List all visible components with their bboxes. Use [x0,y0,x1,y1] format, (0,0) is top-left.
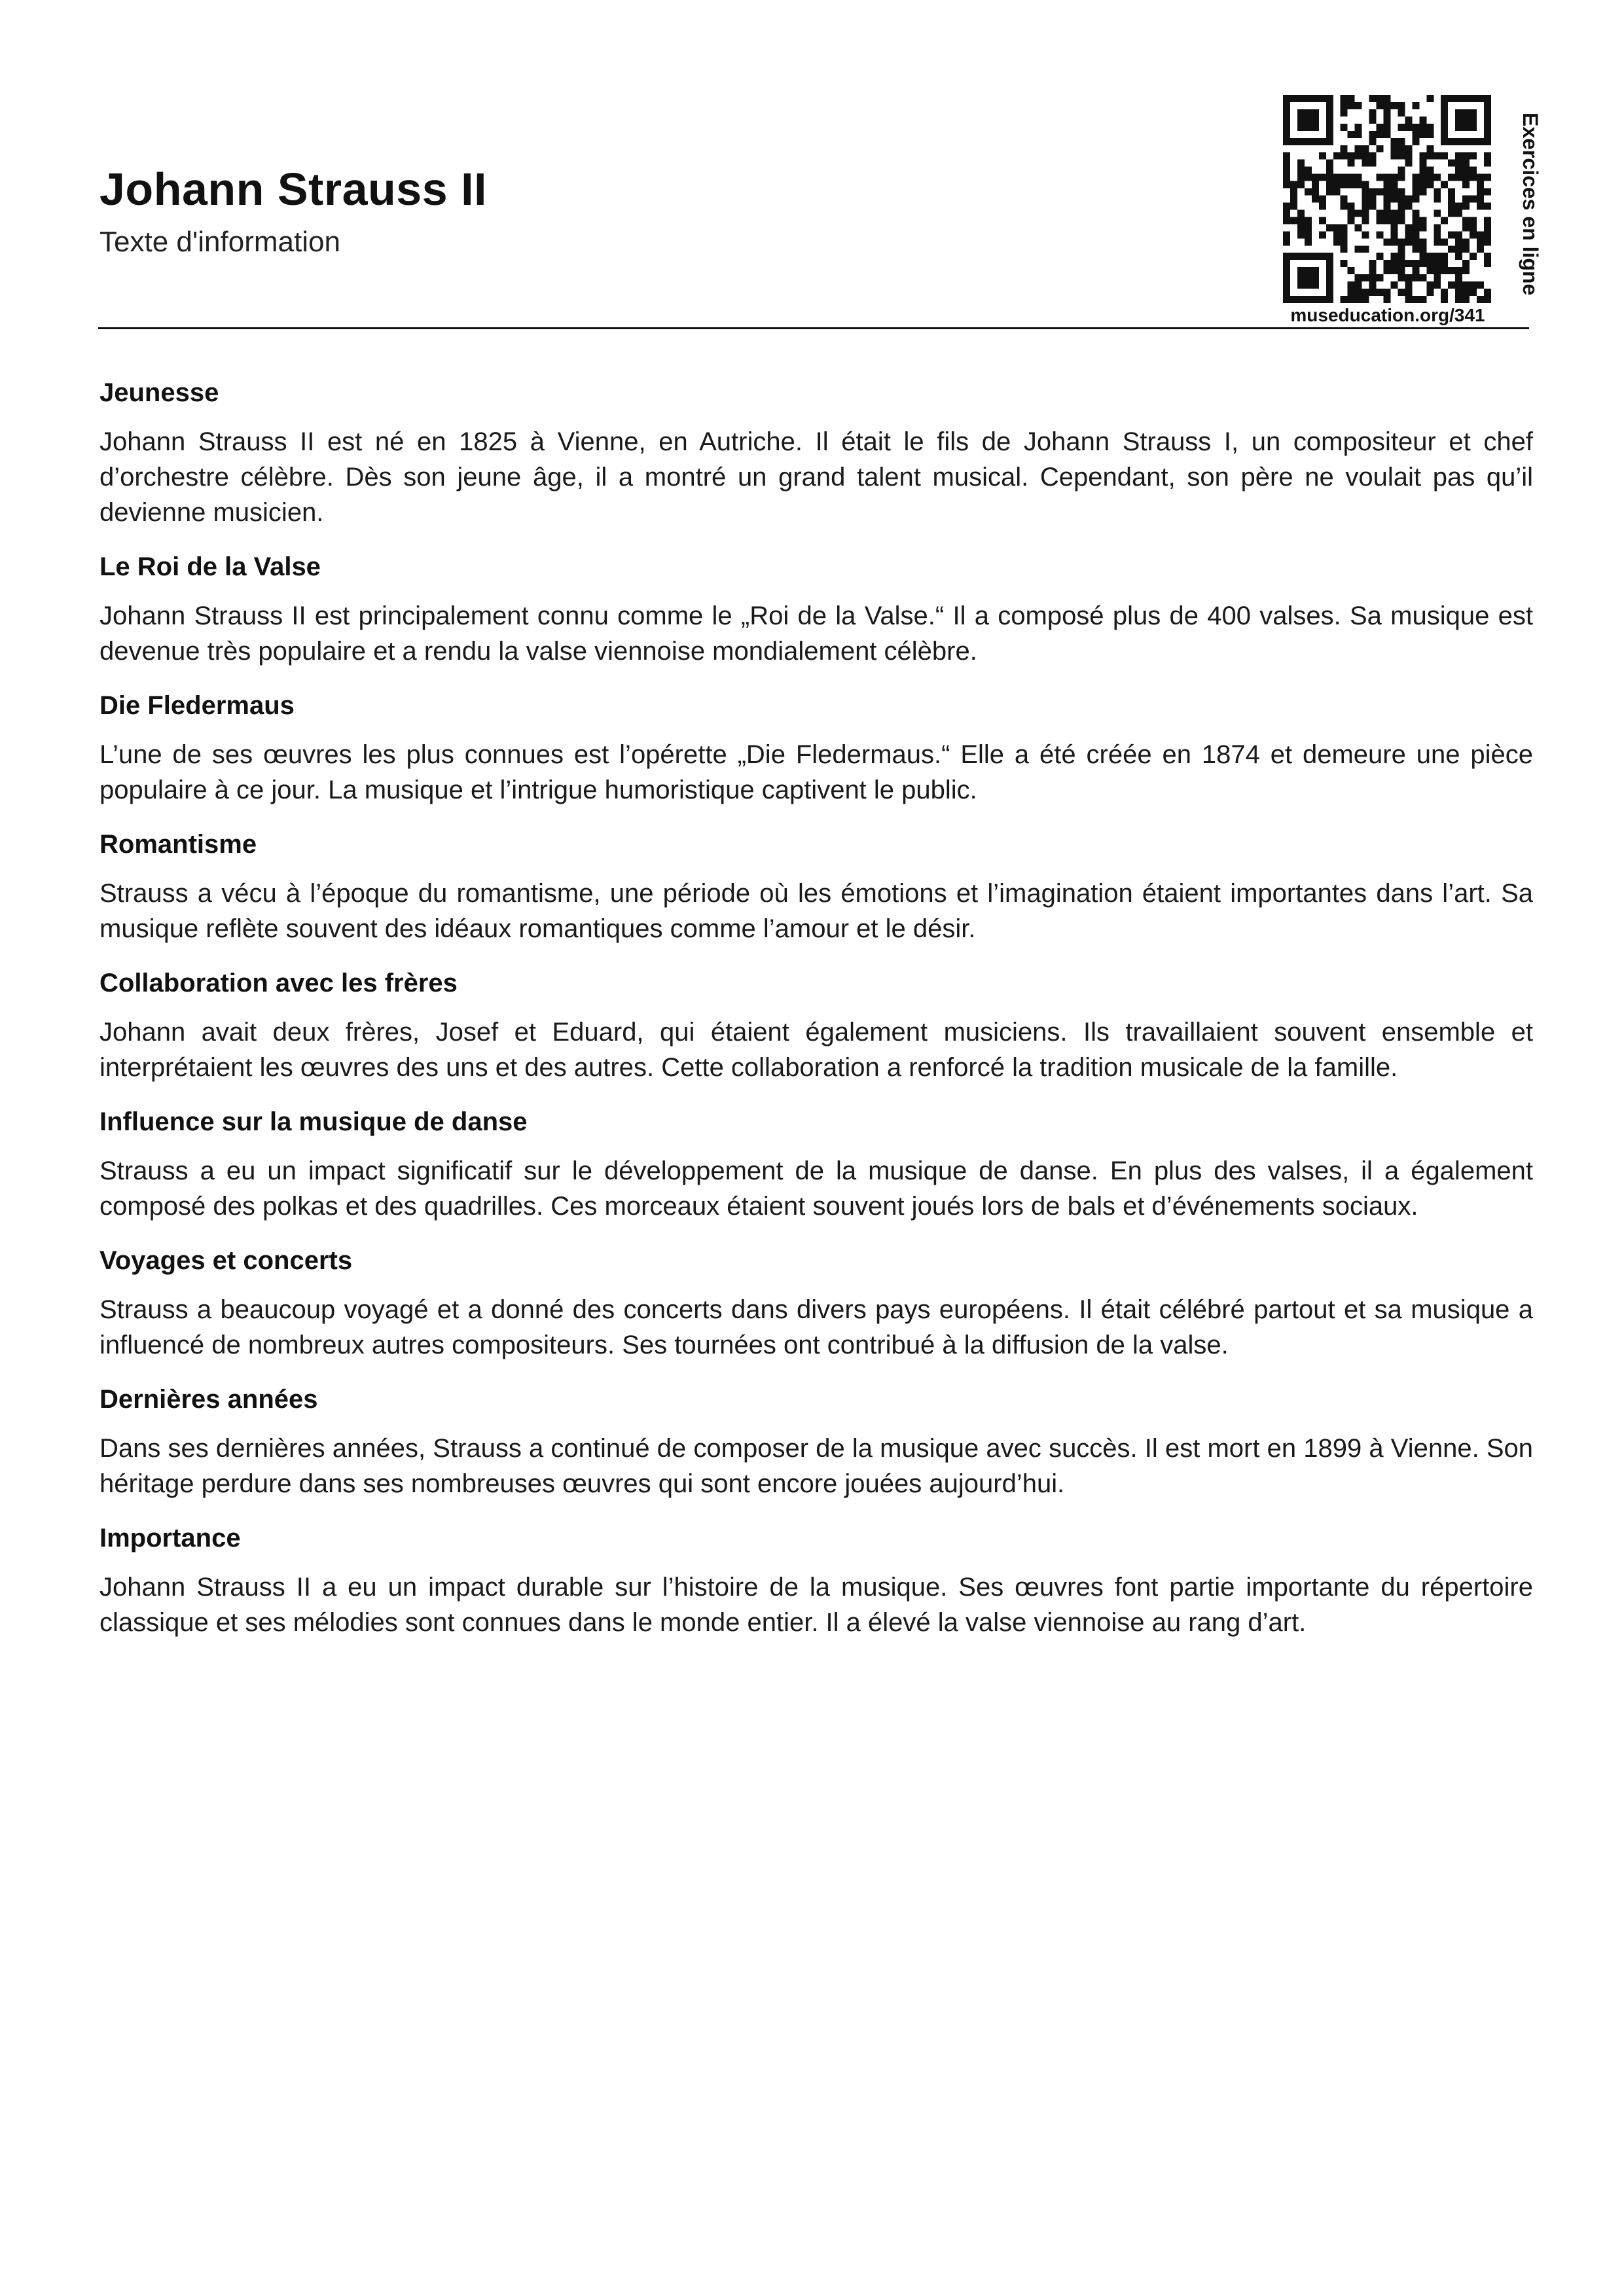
section-voyages-concerts [99,1244,1533,1363]
section-dernieres-annees [99,1382,1533,1501]
section-influence-danse [99,1105,1533,1224]
section-jeunesse [99,376,1533,530]
section-heading: Le Roi de la Valse [99,552,321,581]
section-heading: Influence sur la musique de danse [99,1107,528,1136]
section-heading: Jeunesse [99,378,219,407]
section-collaboration [99,966,1533,1085]
section-text: Johann avait deux frères, Josef et Eduard, qui étaient également musiciens. Ils travaillaient souvent ensemble et interprétaient les œuvres des uns et des autres. Cette collaboration a renforcé la tradition musicale de la famille. [99,1018,1533,1082]
section-text: Johann Strauss II est né en 1825 à Vienne, en Autriche. Il était le fils de Johann Strauss I, un compositeur et chef d’orchestre célèbre. Dès son jeune âge, il a montré un grand talent musical. Cependant, son père ne voulait pas qu’il devienne musicien. [99,427,1533,527]
section-romantisme [99,827,1533,946]
section-die-fledermaus [99,689,1533,808]
section-importance [99,1521,1533,1640]
section-text: L’une de ses œuvres les plus connues est l’opérette „Die Fledermaus.“ Elle a été créée en 1874 et demeure une pièce populaire à ce jour. La musique et l’intrigue humoristique captivent le public. [99,740,1533,804]
section-heading: Importance [99,1524,241,1552]
article-body [99,376,1533,1660]
section-heading: Die Fledermaus [99,691,295,720]
section-heading: Collaboration avec les frères [99,969,458,997]
section-heading: Voyages et concerts [99,1246,353,1275]
section-roi-de-la-valse [99,550,1533,669]
qr-url-label[interactable]: museducation.org/341 [1290,305,1485,325]
header-divider [98,327,1529,329]
section-text: Dans ses dernières années, Strauss a continué de composer de la musique avec succès. Il est mort en 1899 à Vienne. Son héritage perdure dans ses nombreuses œuvres qui sont encore jouées aujourd’hui. [99,1434,1533,1498]
section-text: Johann Strauss II est principalement connu comme le „Roi de la Valse.“ Il a composé plus de 400 valses. Sa musique est devenue très populaire et a rendu la valse viennoise mondialement célèbre. [99,601,1533,666]
qr-code-icon[interactable] [1283,95,1491,303]
section-text: Strauss a eu un impact significatif sur le développement de la musique de danse. En plus des valses, il a également composé des polkas et des quadrilles. Ces morceaux étaient souvent joués lors de bals et d’événements sociaux. [99,1157,1533,1221]
qr-side-label: Exercices en ligne [1519,113,1542,296]
document-header [98,0,1542,331]
section-heading: Romantisme [99,830,257,859]
page-subtitle: Texte d'information [99,226,340,258]
section-heading: Dernières années [99,1385,318,1414]
section-text: Johann Strauss II a eu un impact durable sur l’histoire de la musique. Ses œuvres font partie importante du répertoire classique et ses mélodies sont connues dans le monde entier. Il a élevé la valse viennoise au rang d’art. [99,1573,1533,1637]
section-text: Strauss a vécu à l’époque du romantisme, une période où les émotions et l’imagination étaient importantes dans l’art. Sa musique reflète souvent des idéaux romantiques comme l’amour et le désir. [99,879,1533,943]
page-title: Johann Strauss II [99,164,487,215]
section-text: Strauss a beaucoup voyagé et a donné des concerts dans divers pays européens. Il était célébré partout et sa musique a influencé de nombreux autres compositeurs. Ses tournées ont contribué à la diffusion de la valse. [99,1295,1533,1359]
